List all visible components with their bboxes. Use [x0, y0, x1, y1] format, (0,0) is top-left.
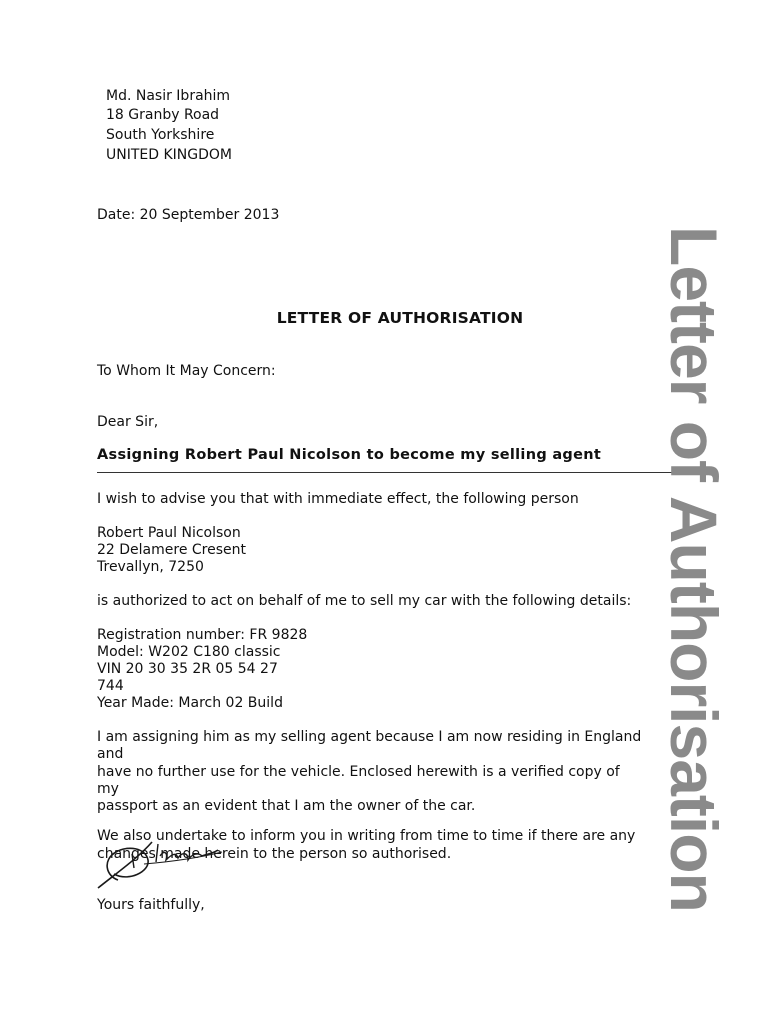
undertaking-line: changes made herein to the person so authorised.	[97, 846, 452, 862]
reason-line: have no further use for the vehicle. Enclosed herewith is a verified copy of	[97, 764, 620, 780]
sender-street: 18 Granby Road	[106, 107, 220, 123]
agent-name: Robert Paul Nicolson	[97, 525, 241, 541]
reason-line: and	[97, 746, 124, 762]
letter-title: LETTER OF AUTHORISATION	[276, 309, 524, 327]
subject-underline	[97, 472, 697, 473]
sender-country: UNITED KINGDOM	[106, 147, 232, 163]
closing: Yours faithfully,	[97, 897, 205, 913]
vehicle-registration: Registration number: FR 9828	[97, 627, 308, 643]
sender-name: Md. Nasir Ibrahim	[106, 88, 231, 104]
vehicle-year: Year Made: March 02 Build	[97, 695, 283, 711]
reason-line: my	[97, 781, 119, 797]
vehicle-vin: VIN 20 30 35 2R 05 54 27	[97, 661, 278, 677]
reason-line: I am assigning him as my selling agent because I am now residing in England	[97, 729, 642, 745]
subject-line: Assigning Robert Paul Nicolson to become my selling agent	[97, 447, 602, 463]
salutation: Dear Sir,	[97, 414, 159, 430]
vehicle-vin-continued: 744	[97, 678, 124, 694]
agent-town: Trevallyn, 7250	[97, 559, 204, 575]
reason-line: passport as an evident that I am the owner of the car.	[97, 798, 476, 814]
vehicle-model: Model: W202 C180 classic	[97, 644, 281, 660]
handwritten-signature	[88, 830, 228, 892]
date-line: Date: 20 September 2013	[97, 207, 280, 223]
authorization-line: is authorized to act on behalf of me to sell my car with the following details:	[97, 593, 632, 609]
recipient-line: To Whom It May Concern:	[97, 363, 276, 379]
intro-paragraph: I wish to advise you that with immediate effect, the following person	[97, 491, 579, 507]
vertical-watermark-title: Letter of Authorisation	[657, 226, 731, 912]
undertaking-line: We also undertake to inform you in writing from time to time if there are any	[97, 828, 636, 844]
agent-street: 22 Delamere Cresent	[97, 542, 246, 558]
sender-county: South Yorkshire	[106, 127, 215, 143]
